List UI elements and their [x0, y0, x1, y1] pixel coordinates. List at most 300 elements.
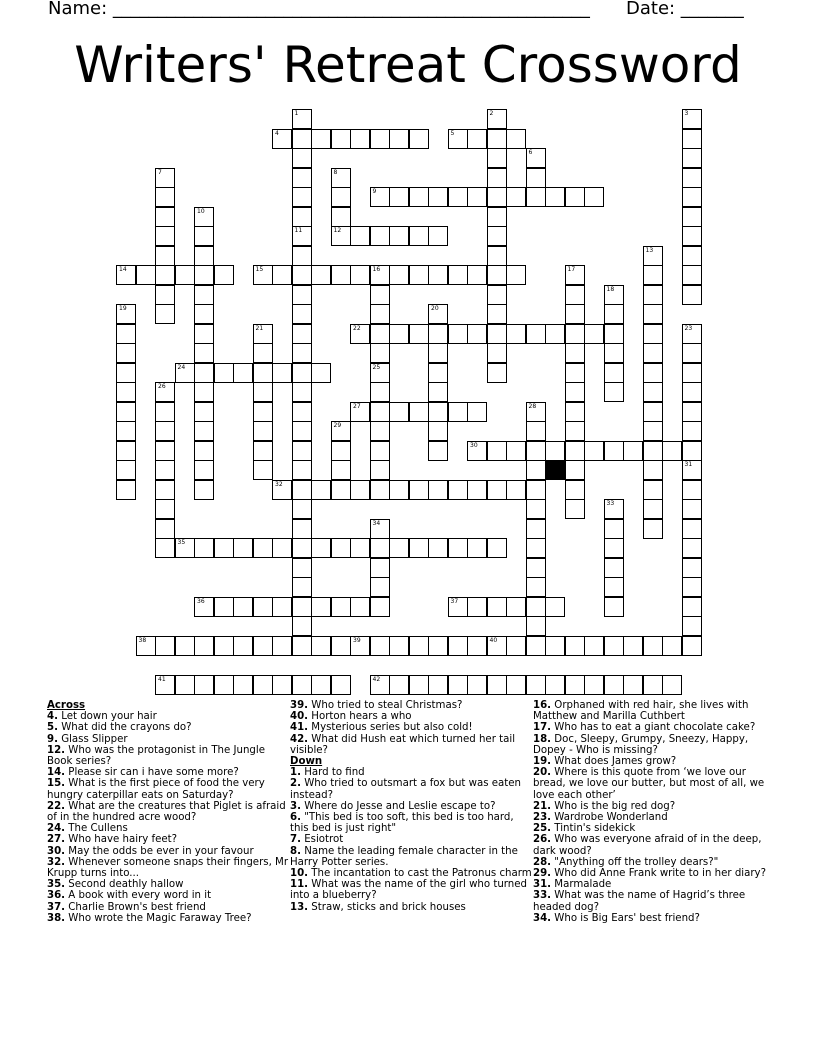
grid-cell[interactable] [467, 636, 487, 656]
grid-cell[interactable] [584, 187, 604, 207]
grid-cell[interactable] [604, 285, 624, 305]
grid-cell[interactable] [311, 363, 331, 383]
grid-cell[interactable] [604, 441, 624, 461]
grid-cell[interactable] [350, 538, 370, 558]
grid-cell[interactable] [214, 265, 234, 285]
grid-cell[interactable] [233, 538, 253, 558]
grid-cell[interactable] [428, 538, 448, 558]
grid-cell[interactable] [526, 480, 546, 500]
grid-cell[interactable] [409, 226, 429, 246]
grid-cell[interactable] [331, 129, 351, 149]
grid-cell[interactable] [526, 324, 546, 344]
grid-cell[interactable] [526, 558, 546, 578]
grid-cell[interactable] [643, 304, 663, 324]
grid-cell[interactable] [643, 636, 663, 656]
grid-cell[interactable] [428, 343, 448, 363]
grid-cell[interactable] [467, 324, 487, 344]
grid-cell[interactable] [682, 265, 702, 285]
grid-cell[interactable] [136, 265, 156, 285]
grid-cell[interactable] [682, 343, 702, 363]
grid-cell[interactable] [428, 226, 448, 246]
grid-cell[interactable] [116, 324, 136, 344]
grid-cell[interactable] [565, 343, 585, 363]
grid-cell[interactable] [448, 265, 468, 285]
grid-cell[interactable] [311, 480, 331, 500]
grid-cell[interactable] [623, 675, 643, 695]
grid-cell[interactable] [526, 519, 546, 539]
grid-cell[interactable] [643, 441, 663, 461]
grid-cell[interactable] [506, 324, 526, 344]
grid-cell[interactable] [487, 109, 507, 129]
grid-cell[interactable] [506, 265, 526, 285]
grid-cell[interactable] [175, 363, 195, 383]
grid-cell[interactable] [214, 538, 234, 558]
grid-cell[interactable] [311, 265, 331, 285]
grid-cell[interactable] [526, 577, 546, 597]
grid-cell[interactable] [565, 402, 585, 422]
grid-cell[interactable] [136, 636, 156, 656]
grid-cell[interactable] [292, 421, 312, 441]
grid-cell[interactable] [467, 265, 487, 285]
grid-cell[interactable] [311, 597, 331, 617]
grid-cell[interactable] [389, 324, 409, 344]
grid-cell[interactable] [604, 675, 624, 695]
grid-cell[interactable] [389, 265, 409, 285]
grid-cell[interactable] [272, 129, 292, 149]
grid-cell[interactable] [155, 499, 175, 519]
grid-cell[interactable] [311, 636, 331, 656]
grid-cell[interactable] [253, 402, 273, 422]
grid-cell[interactable] [487, 246, 507, 266]
grid-cell[interactable] [662, 636, 682, 656]
grid-cell[interactable] [467, 675, 487, 695]
grid-cell[interactable] [253, 675, 273, 695]
grid-cell[interactable] [448, 187, 468, 207]
grid-cell[interactable] [526, 675, 546, 695]
grid-cell[interactable] [350, 324, 370, 344]
grid-cell[interactable] [526, 148, 546, 168]
grid-cell[interactable] [194, 538, 214, 558]
grid-cell[interactable] [331, 460, 351, 480]
grid-cell[interactable] [155, 226, 175, 246]
grid-cell[interactable] [428, 382, 448, 402]
grid-cell[interactable] [253, 382, 273, 402]
grid-cell[interactable] [487, 187, 507, 207]
grid-cell[interactable] [682, 246, 702, 266]
grid-cell[interactable] [643, 675, 663, 695]
grid-cell[interactable] [565, 324, 585, 344]
grid-cell[interactable] [682, 597, 702, 617]
grid-cell[interactable] [604, 519, 624, 539]
grid-cell[interactable] [389, 675, 409, 695]
grid-cell[interactable] [487, 207, 507, 227]
grid-cell[interactable] [155, 265, 175, 285]
grid-cell[interactable] [389, 480, 409, 500]
grid-cell[interactable] [311, 129, 331, 149]
grid-cell[interactable] [409, 265, 429, 285]
grid-cell[interactable] [682, 207, 702, 227]
grid-cell[interactable] [682, 187, 702, 207]
grid-cell[interactable] [370, 265, 390, 285]
grid-cell[interactable] [155, 207, 175, 227]
grid-cell[interactable] [467, 480, 487, 500]
grid-cell[interactable] [253, 597, 273, 617]
grid-cell[interactable] [292, 558, 312, 578]
grid-cell[interactable] [487, 148, 507, 168]
grid-cell[interactable] [448, 538, 468, 558]
grid-cell[interactable] [253, 363, 273, 383]
grid-cell[interactable] [506, 187, 526, 207]
grid-cell[interactable] [292, 441, 312, 461]
grid-cell[interactable] [116, 304, 136, 324]
grid-cell[interactable] [643, 519, 663, 539]
grid-cell[interactable] [526, 460, 546, 480]
grid-cell[interactable] [370, 402, 390, 422]
grid-cell[interactable] [467, 538, 487, 558]
grid-cell[interactable] [194, 382, 214, 402]
grid-cell[interactable] [175, 675, 195, 695]
grid-cell[interactable] [155, 519, 175, 539]
grid-cell[interactable] [506, 441, 526, 461]
grid-cell[interactable] [682, 519, 702, 539]
grid-cell[interactable] [292, 616, 312, 636]
grid-cell[interactable] [155, 636, 175, 656]
grid-cell[interactable] [526, 441, 546, 461]
grid-cell[interactable] [194, 285, 214, 305]
grid-cell[interactable] [428, 304, 448, 324]
grid-cell[interactable] [116, 363, 136, 383]
grid-cell[interactable] [526, 421, 546, 441]
grid-cell[interactable] [370, 304, 390, 324]
grid-cell[interactable] [116, 460, 136, 480]
grid-cell[interactable] [487, 285, 507, 305]
grid-cell[interactable] [448, 324, 468, 344]
grid-cell[interactable] [428, 636, 448, 656]
grid-cell[interactable] [643, 363, 663, 383]
grid-cell[interactable] [409, 538, 429, 558]
grid-cell[interactable] [155, 421, 175, 441]
grid-cell[interactable] [604, 597, 624, 617]
grid-cell[interactable] [116, 382, 136, 402]
grid-cell[interactable] [545, 187, 565, 207]
grid-cell[interactable] [155, 304, 175, 324]
grid-cell[interactable] [116, 265, 136, 285]
grid-cell[interactable] [565, 265, 585, 285]
grid-cell[interactable] [682, 168, 702, 188]
grid-cell[interactable] [253, 636, 273, 656]
grid-cell[interactable] [292, 226, 312, 246]
grid-cell[interactable] [487, 675, 507, 695]
grid-cell[interactable] [526, 597, 546, 617]
grid-cell[interactable] [272, 363, 292, 383]
grid-cell[interactable] [350, 129, 370, 149]
grid-cell[interactable] [487, 304, 507, 324]
grid-cell[interactable] [194, 421, 214, 441]
grid-cell[interactable] [682, 382, 702, 402]
grid-cell[interactable] [409, 129, 429, 149]
grid-cell[interactable] [526, 538, 546, 558]
grid-cell[interactable] [194, 597, 214, 617]
grid-cell[interactable] [116, 480, 136, 500]
grid-cell[interactable] [370, 363, 390, 383]
grid-cell[interactable] [565, 499, 585, 519]
grid-cell[interactable] [428, 441, 448, 461]
grid-cell[interactable] [409, 636, 429, 656]
grid-cell[interactable] [428, 675, 448, 695]
grid-cell[interactable] [389, 538, 409, 558]
grid-cell[interactable] [604, 499, 624, 519]
grid-cell[interactable] [370, 226, 390, 246]
grid-cell[interactable] [233, 363, 253, 383]
grid-cell[interactable] [428, 363, 448, 383]
grid-cell[interactable] [643, 460, 663, 480]
grid-cell[interactable] [272, 538, 292, 558]
grid-cell[interactable] [526, 187, 546, 207]
grid-cell[interactable] [292, 499, 312, 519]
grid-cell[interactable] [292, 636, 312, 656]
grid-cell[interactable] [643, 343, 663, 363]
grid-cell[interactable] [292, 402, 312, 422]
grid-cell[interactable] [350, 480, 370, 500]
grid-cell[interactable] [643, 285, 663, 305]
grid-cell[interactable] [253, 265, 273, 285]
grid-cell[interactable] [194, 675, 214, 695]
grid-cell[interactable] [565, 675, 585, 695]
grid-cell[interactable] [604, 538, 624, 558]
grid-cell[interactable] [682, 558, 702, 578]
grid-cell[interactable] [487, 636, 507, 656]
grid-cell[interactable] [467, 597, 487, 617]
grid-cell[interactable] [292, 148, 312, 168]
grid-cell[interactable] [506, 636, 526, 656]
grid-cell[interactable] [428, 265, 448, 285]
grid-cell[interactable] [331, 187, 351, 207]
grid-cell[interactable] [155, 246, 175, 266]
grid-cell[interactable] [370, 441, 390, 461]
grid-cell[interactable] [370, 558, 390, 578]
grid-cell[interactable] [565, 363, 585, 383]
grid-cell[interactable] [194, 207, 214, 227]
grid-cell[interactable] [389, 226, 409, 246]
grid-cell[interactable] [350, 636, 370, 656]
grid-cell[interactable] [214, 363, 234, 383]
grid-cell[interactable] [292, 109, 312, 129]
grid-cell[interactable] [253, 343, 273, 363]
grid-cell[interactable] [682, 226, 702, 246]
grid-cell[interactable] [526, 402, 546, 422]
grid-cell[interactable] [253, 538, 273, 558]
grid-cell[interactable] [682, 109, 702, 129]
grid-cell[interactable] [604, 382, 624, 402]
grid-cell[interactable] [565, 480, 585, 500]
grid-cell[interactable] [175, 538, 195, 558]
grid-cell[interactable] [331, 441, 351, 461]
grid-cell[interactable] [487, 480, 507, 500]
grid-cell[interactable] [526, 499, 546, 519]
grid-cell[interactable] [487, 538, 507, 558]
grid-cell[interactable] [194, 636, 214, 656]
grid-cell[interactable] [155, 168, 175, 188]
grid-cell[interactable] [116, 402, 136, 422]
grid-cell[interactable] [311, 675, 331, 695]
grid-cell[interactable] [370, 343, 390, 363]
grid-cell[interactable] [604, 343, 624, 363]
grid-cell[interactable] [292, 324, 312, 344]
grid-cell[interactable] [194, 480, 214, 500]
grid-cell[interactable] [487, 226, 507, 246]
grid-cell[interactable] [428, 480, 448, 500]
grid-cell[interactable] [682, 538, 702, 558]
grid-cell[interactable] [350, 597, 370, 617]
grid-cell[interactable] [389, 636, 409, 656]
grid-cell[interactable] [155, 187, 175, 207]
grid-cell[interactable] [155, 538, 175, 558]
grid-cell[interactable] [643, 499, 663, 519]
grid-cell[interactable] [682, 363, 702, 383]
grid-cell[interactable] [604, 636, 624, 656]
grid-cell[interactable] [467, 402, 487, 422]
grid-cell[interactable] [682, 441, 702, 461]
grid-cell[interactable] [370, 538, 390, 558]
grid-cell[interactable] [350, 265, 370, 285]
grid-cell[interactable] [409, 675, 429, 695]
grid-cell[interactable] [331, 597, 351, 617]
grid-cell[interactable] [467, 129, 487, 149]
grid-cell[interactable] [155, 480, 175, 500]
grid-cell[interactable] [331, 636, 351, 656]
grid-cell[interactable] [272, 480, 292, 500]
grid-cell[interactable] [682, 402, 702, 422]
grid-cell[interactable] [643, 246, 663, 266]
grid-cell[interactable] [175, 636, 195, 656]
grid-cell[interactable] [448, 636, 468, 656]
grid-cell[interactable] [331, 480, 351, 500]
grid-cell[interactable] [448, 597, 468, 617]
grid-cell[interactable] [409, 402, 429, 422]
grid-cell[interactable] [370, 577, 390, 597]
grid-cell[interactable] [409, 187, 429, 207]
grid-cell[interactable] [214, 675, 234, 695]
grid-cell[interactable] [545, 636, 565, 656]
grid-cell[interactable] [194, 343, 214, 363]
grid-cell[interactable] [409, 324, 429, 344]
grid-cell[interactable] [565, 304, 585, 324]
grid-cell[interactable] [682, 499, 702, 519]
grid-cell[interactable] [487, 597, 507, 617]
grid-cell[interactable] [292, 519, 312, 539]
grid-cell[interactable] [194, 324, 214, 344]
grid-cell[interactable] [643, 480, 663, 500]
grid-cell[interactable] [331, 226, 351, 246]
grid-cell[interactable] [545, 441, 565, 461]
grid-cell[interactable] [292, 538, 312, 558]
grid-cell[interactable] [292, 480, 312, 500]
grid-cell[interactable] [487, 129, 507, 149]
grid-cell[interactable] [428, 187, 448, 207]
grid-cell[interactable] [682, 421, 702, 441]
grid-cell[interactable] [623, 636, 643, 656]
grid-cell[interactable] [662, 441, 682, 461]
grid-cell[interactable] [253, 324, 273, 344]
grid-cell[interactable] [565, 460, 585, 480]
grid-cell[interactable] [272, 636, 292, 656]
grid-cell[interactable] [682, 285, 702, 305]
grid-cell[interactable] [214, 636, 234, 656]
grid-cell[interactable] [370, 421, 390, 441]
grid-cell[interactable] [331, 265, 351, 285]
grid-cell[interactable] [116, 421, 136, 441]
grid-cell[interactable] [253, 460, 273, 480]
grid-cell[interactable] [233, 675, 253, 695]
grid-cell[interactable] [370, 675, 390, 695]
grid-cell[interactable] [292, 265, 312, 285]
grid-cell[interactable] [584, 636, 604, 656]
grid-cell[interactable] [682, 460, 702, 480]
grid-cell[interactable] [487, 343, 507, 363]
grid-cell[interactable] [487, 324, 507, 344]
grid-cell[interactable] [155, 382, 175, 402]
grid-cell[interactable] [506, 675, 526, 695]
grid-cell[interactable] [545, 675, 565, 695]
grid-cell[interactable] [194, 246, 214, 266]
grid-cell[interactable] [370, 636, 390, 656]
grid-cell[interactable] [292, 168, 312, 188]
grid-cell[interactable] [487, 441, 507, 461]
grid-cell[interactable] [643, 324, 663, 344]
grid-cell[interactable] [448, 675, 468, 695]
grid-cell[interactable] [526, 636, 546, 656]
grid-cell[interactable] [292, 129, 312, 149]
grid-cell[interactable] [292, 343, 312, 363]
grid-cell[interactable] [194, 304, 214, 324]
grid-cell[interactable] [155, 441, 175, 461]
grid-cell[interactable] [292, 460, 312, 480]
grid-cell[interactable] [194, 226, 214, 246]
grid-cell[interactable] [584, 675, 604, 695]
grid-cell[interactable] [623, 441, 643, 461]
grid-cell[interactable] [175, 265, 195, 285]
grid-cell[interactable] [448, 402, 468, 422]
grid-cell[interactable] [682, 148, 702, 168]
grid-cell[interactable] [682, 616, 702, 636]
grid-cell[interactable] [604, 558, 624, 578]
grid-cell[interactable] [331, 207, 351, 227]
grid-cell[interactable] [350, 226, 370, 246]
grid-cell[interactable] [526, 168, 546, 188]
grid-cell[interactable] [155, 285, 175, 305]
grid-cell[interactable] [662, 675, 682, 695]
grid-cell[interactable] [370, 129, 390, 149]
grid-cell[interactable] [584, 441, 604, 461]
grid-cell[interactable] [116, 441, 136, 461]
grid-cell[interactable] [272, 675, 292, 695]
grid-cell[interactable] [506, 129, 526, 149]
grid-cell[interactable] [370, 324, 390, 344]
grid-cell[interactable] [506, 480, 526, 500]
grid-cell[interactable] [389, 402, 409, 422]
grid-cell[interactable] [487, 363, 507, 383]
grid-cell[interactable] [194, 265, 214, 285]
grid-cell[interactable] [194, 460, 214, 480]
grid-cell[interactable] [565, 285, 585, 305]
grid-cell[interactable] [682, 577, 702, 597]
grid-cell[interactable] [370, 285, 390, 305]
grid-cell[interactable] [311, 538, 331, 558]
grid-cell[interactable] [604, 577, 624, 597]
grid-cell[interactable] [428, 421, 448, 441]
grid-cell[interactable] [331, 421, 351, 441]
grid-cell[interactable] [584, 324, 604, 344]
